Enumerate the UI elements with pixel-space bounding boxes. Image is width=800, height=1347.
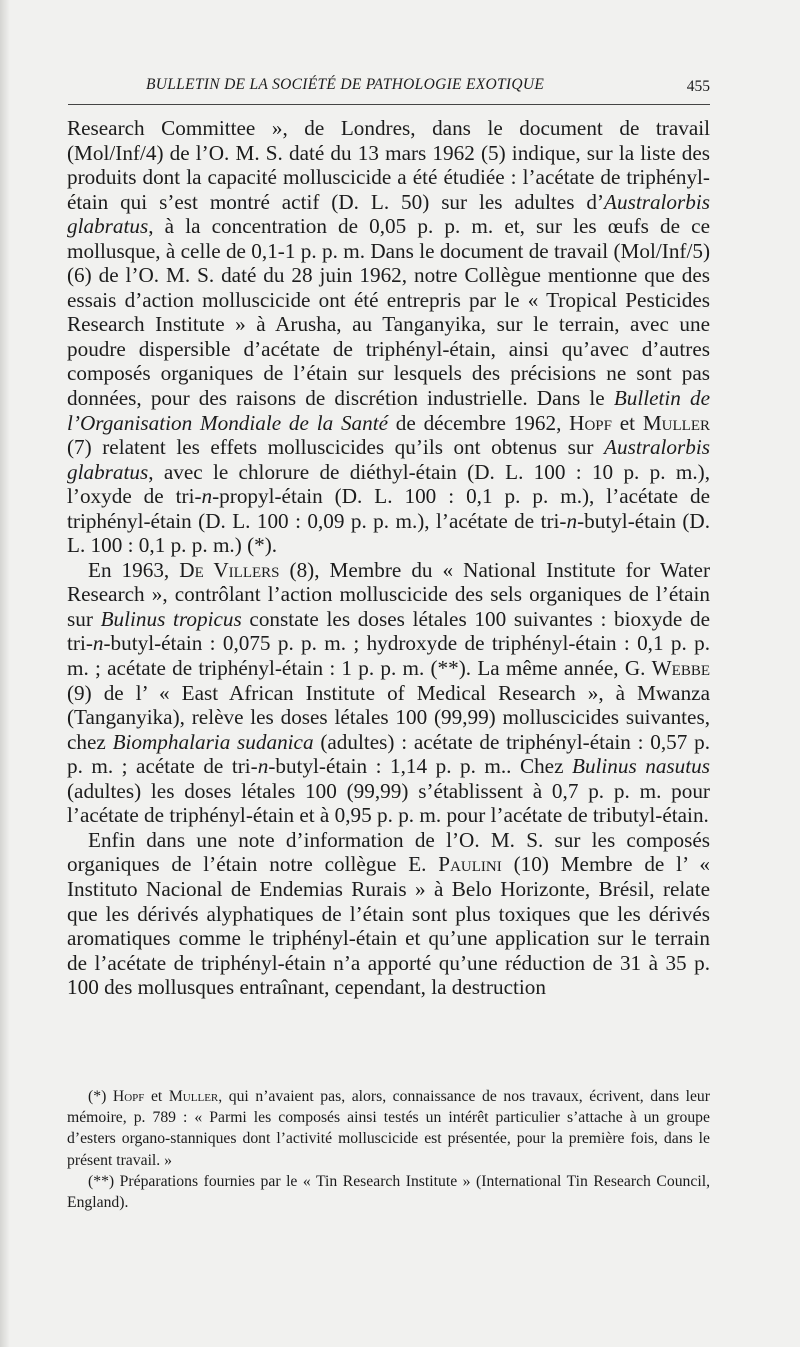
chemical-prefix: n — [92, 631, 104, 656]
author-name: Paulini — [438, 852, 502, 877]
author-name: Hopf — [112, 1088, 145, 1105]
text-run: et — [611, 410, 643, 435]
text-run: Enfin dans une note d’information de l’O. M. S. sur les composés organiques de l’étain notre collègue E. — [67, 827, 710, 877]
main-text — [67, 116, 710, 1000]
species-name: Australorbis glabratus — [67, 189, 710, 239]
text-run: -butyl-étain : 1,14 p. p. m.. Chez — [268, 754, 572, 779]
species-name: Bulinus tropicus — [100, 606, 242, 631]
paragraph-3 — [67, 828, 710, 1000]
text-run: (adultes) les doses létales 100 (99,99) s’établissent à 0,7 p. p. m. pour l’acétate de triphényl-étain et à 0,95 p. p. m. pour l’acétate de tributyl-étain. — [67, 778, 710, 828]
text-run: et — [144, 1088, 169, 1105]
page-number: 455 — [686, 78, 710, 95]
text-run: (9) de l’ « East African Institute of Medical Research », à Mwanza (Tanganyika), relève les doses létales 100 (99,99) molluscicides suivantes, chez — [67, 680, 710, 754]
footnote-2 — [67, 1171, 710, 1213]
text-run: de décembre 1962, — [388, 410, 570, 435]
journal-title: Bulletin de l’Organisation Mondiale de la Santé — [67, 386, 710, 435]
author-name: Muller — [642, 410, 711, 435]
text-run: (7) relatent les effets molluscicides qu’ils ont obtenus sur — [67, 435, 605, 460]
footnote-marker-text: (*) — [88, 1088, 113, 1105]
paragraph-2 — [67, 558, 710, 828]
text-run: -butyl-étain (D. L. 100 : 0,1 p. p. m.) (*). — [67, 508, 710, 558]
author-name: Webbe — [651, 656, 710, 681]
text-run: constate les doses létales 100 suivantes : bioxyde de tri- — [67, 606, 710, 656]
text-run: (**) Préparations fournies par le « Tin Research Institute » (International Tin Research Council, England). — [67, 1172, 710, 1212]
species-name: Australorbis glabratus — [67, 435, 710, 484]
page-edge-shadow — [0, 0, 10, 1347]
text-run: , à la concentration de 0,05 p. p. m. et, sur les œufs de ce mollusque, à celle de 0,1-1 p. p. m. Dans le document de travail (Mol/Inf/5) (6) de l’O. M. S. daté du 28 juin 1962, notre Collègue mentionne que des essais d’action molluscicide ont été entrepris par le « Tropical Pesticides Research Institute » à Arusha, au Tanganyika, sur le terrain, avec une poudre dispersible d’acétate de triphényl-étain, ainsi qu’avec d’autres composés organiques de l’étain sur lesquels des précisions ne sont pas données, pour des raisons de discrétion industrielle. Dans le — [67, 214, 710, 411]
chemical-prefix: n — [201, 484, 213, 509]
paragraph-1 — [67, 116, 710, 558]
chemical-prefix: n — [566, 508, 578, 533]
text-run: En 1963, — [88, 557, 180, 582]
chemical-prefix: n — [257, 754, 269, 779]
header-rule — [68, 104, 710, 105]
text-run: , avec le chlorure de diéthyl-étain (D. L. 100 : 10 p. p. m.), l’oxyde de tri- — [67, 459, 710, 509]
text-run: (10) Membre de l’ « Instituto Nacional de Endemias Rurais » à Belo Horizonte, Brésil, relate que les dérivés alyphatiques de l’étain sont plus toxiques que les dérivés aromatiques comme le triphényl-étain et qu’une application sur le terrain de l’acétate de triphényl-étain n’a apporté qu’une réduction de 31 à 35 p. 100 des mollusques entraînant, cependant, la destruction — [67, 852, 710, 1000]
text-run: -propyl-étain (D. L. 100 : 0,1 p. p. m.), l’acétate de triphényl-étain (D. L. 100 : 0,09 p. p. m.), l’acétate de tri- — [67, 484, 711, 533]
text-run: -butyl-étain : 0,075 p. p. m. ; hydroxyde de triphényl-étain : 0,1 p. p. m. ; acétate de triphényl-étain : 1 p. p. m. (**). La même année, G. — [67, 631, 710, 681]
text-run: (adultes) : acétate de triphényl-étain : 0,57 p. p. m. ; acétate de tri- — [67, 729, 711, 779]
footnotes — [67, 1086, 710, 1213]
text-run: Research Committee », de Londres, dans le document de travail (Mol/Inf/4) de l’O. M. S. daté du 13 mars 1962 (5) indique, sur la liste des produits dont la capacité molluscicide a été étudiée : l’acétate de triphényl-étain qui s’est montré actif (D. L. 50) sur les adultes d’ — [67, 116, 710, 214]
author-name: Hopf — [569, 410, 612, 435]
text-run: (8), Membre du « National Institute for Water Research », contrôlant l’action molluscicide des sels organiques de l’étain sur — [67, 557, 710, 631]
page-header — [146, 76, 710, 100]
species-name: Bulinus nasutus — [572, 754, 710, 779]
author-name: Muller — [168, 1088, 219, 1105]
footnote-1 — [67, 1086, 710, 1171]
species-name: Biomphalaria sudanica — [112, 729, 314, 754]
text-run: , qui n’avaient pas, alors, connaissance de nos travaux, écrivent, dans leur mémoire, p. 789 : « Parmi les composés ainsi testés un intérêt particulier s’attache à un groupe d’esters organo-stanniques dont l’activité molluscicide est présentée, pour la première fois, dans le présent travail. » — [67, 1088, 711, 1169]
author-name: De Villers — [179, 557, 280, 582]
running-title: BULLETIN DE LA SOCIÉTÉ DE PATHOLOGIE EXOTIQUE — [146, 76, 545, 93]
